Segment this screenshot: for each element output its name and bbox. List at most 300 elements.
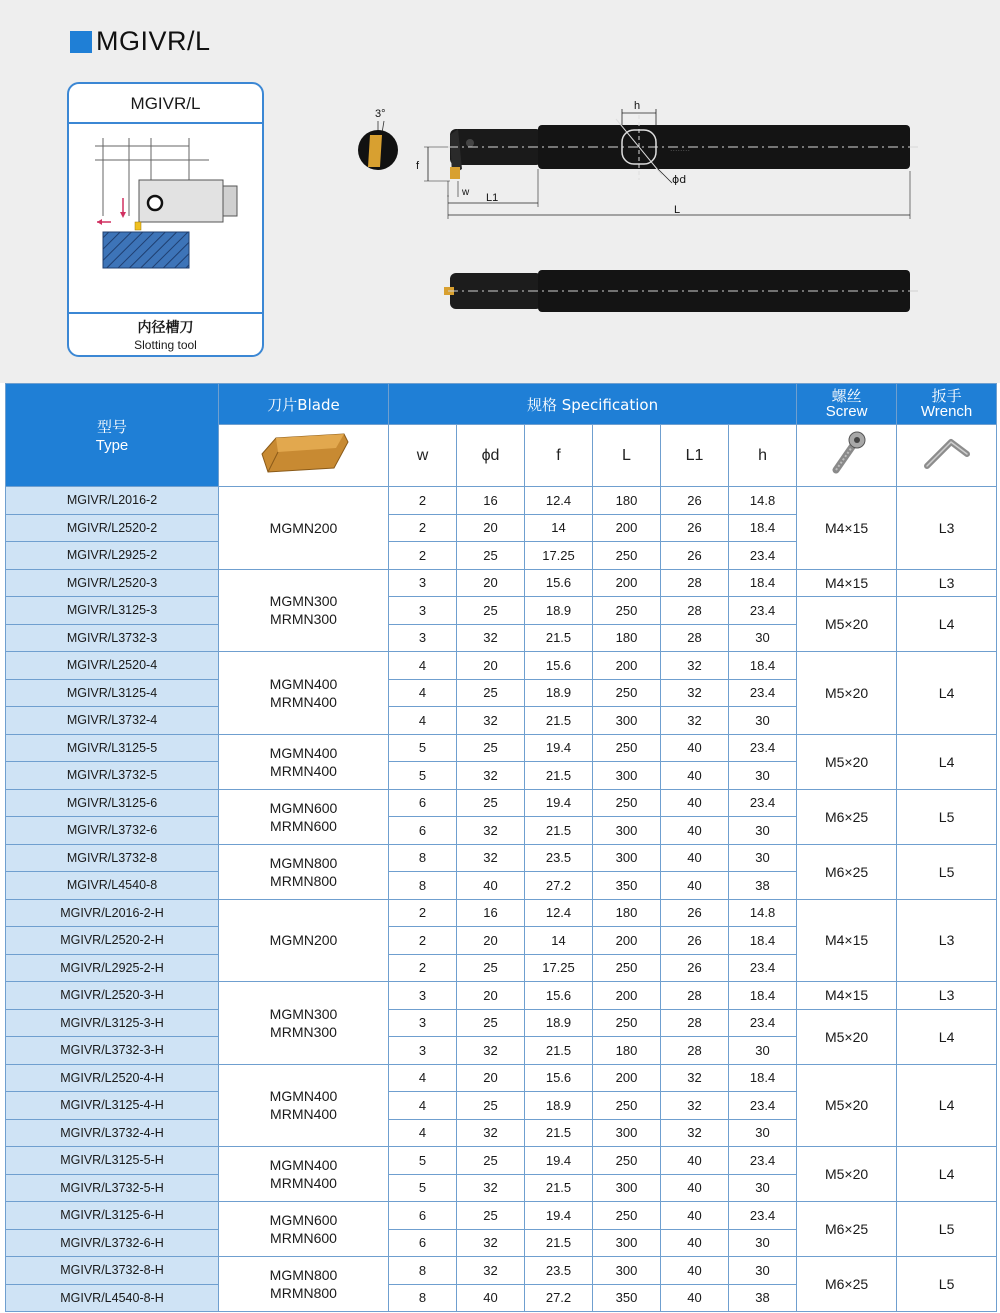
screw-cell: M5×20: [797, 597, 897, 652]
spec-cell-f: 21.5: [525, 624, 593, 652]
tool-type-card: [67, 82, 264, 357]
col-header-h: h: [729, 425, 797, 487]
type-cell: MGIVR/L3125-6-H: [6, 1202, 219, 1230]
table-row: [6, 789, 997, 817]
spec-cell-l1: 26: [661, 487, 729, 515]
spec-cell-w: 8: [389, 1257, 457, 1285]
spec-cell-d: 25: [457, 954, 525, 982]
spec-cell-l1: 28: [661, 624, 729, 652]
table-row: [6, 652, 997, 680]
screw-cell: M6×25: [797, 789, 897, 844]
spec-cell-d: 20: [457, 927, 525, 955]
spec-cell-l: 300: [593, 817, 661, 845]
spec-cell-l1: 28: [661, 982, 729, 1010]
spec-cell-f: 15.6: [525, 982, 593, 1010]
card-caption-en: Slotting tool: [134, 338, 197, 352]
card-caption: [69, 312, 262, 357]
wrench-cell: L5: [897, 844, 997, 899]
wrench-image-cell: [897, 425, 997, 487]
d-label: ϕd: [672, 173, 687, 186]
specification-table: [5, 383, 997, 1312]
spec-cell-w: 3: [389, 569, 457, 597]
spec-cell-f: 18.9: [525, 1092, 593, 1120]
blade-cell: [219, 487, 389, 570]
slotting-diagram-icon: [69, 124, 262, 312]
type-cell: MGIVR/L3732-5-H: [6, 1174, 219, 1202]
spec-cell-h: 30: [729, 817, 797, 845]
spec-cell-d: 16: [457, 487, 525, 515]
spec-cell-d: 16: [457, 899, 525, 927]
spec-cell-d: 32: [457, 1229, 525, 1257]
blade-header: 刀片Blade: [219, 384, 389, 425]
spec-cell-f: 27.2: [525, 872, 593, 900]
spec-cell-f: 18.9: [525, 597, 593, 625]
spec-cell-l: 300: [593, 1174, 661, 1202]
spec-cell-l: 200: [593, 652, 661, 680]
spec-cell-w: 5: [389, 1174, 457, 1202]
spec-cell-f: 17.25: [525, 954, 593, 982]
blade-insert-icon: [258, 428, 350, 478]
spec-cell-l: 250: [593, 679, 661, 707]
spec-cell-h: 23.4: [729, 954, 797, 982]
spec-cell-h: 30: [729, 1119, 797, 1147]
blade-cell: [219, 1257, 389, 1312]
spec-cell-l1: 26: [661, 514, 729, 542]
type-cell: MGIVR/L2520-2-H: [6, 927, 219, 955]
type-cell: MGIVR/L3732-3: [6, 624, 219, 652]
type-cell: MGIVR/L2925-2-H: [6, 954, 219, 982]
table-row: [6, 1009, 997, 1037]
spec-cell-l1: 40: [661, 789, 729, 817]
spec-cell-f: 21.5: [525, 762, 593, 790]
spec-cell-f: 21.5: [525, 1229, 593, 1257]
blade-cell: [219, 899, 389, 982]
spec-cell-w: 4: [389, 1092, 457, 1120]
type-cell: MGIVR/L4540-8-H: [6, 1284, 219, 1312]
spec-cell-l1: 32: [661, 707, 729, 735]
type-cell: MGIVR/L3732-3-H: [6, 1037, 219, 1065]
spec-cell-d: 32: [457, 1174, 525, 1202]
spec-cell-h: 30: [729, 762, 797, 790]
spec-cell-l1: 26: [661, 899, 729, 927]
spec-cell-d: 32: [457, 707, 525, 735]
spec-cell-h: 23.4: [729, 597, 797, 625]
spec-cell-l: 300: [593, 762, 661, 790]
spec-cell-w: 2: [389, 514, 457, 542]
type-cell: MGIVR/L3125-6: [6, 789, 219, 817]
spec-cell-f: 15.6: [525, 1064, 593, 1092]
spec-cell-l: 300: [593, 1119, 661, 1147]
spec-cell-w: 5: [389, 1147, 457, 1175]
spec-cell-f: 21.5: [525, 1119, 593, 1147]
spec-cell-h: 23.4: [729, 734, 797, 762]
col-header-L1: L1: [661, 425, 729, 487]
spec-cell-h: 23.4: [729, 1092, 797, 1120]
spec-cell-l: 250: [593, 597, 661, 625]
spec-cell-d: 25: [457, 542, 525, 570]
spec-cell-f: 12.4: [525, 487, 593, 515]
l-label: L: [674, 204, 681, 216]
h-label: h: [634, 100, 641, 112]
blade-model: MRMN400: [270, 1106, 337, 1123]
type-cell: MGIVR/L3125-3: [6, 597, 219, 625]
bar-insert: [450, 167, 460, 179]
blade-cell: [219, 982, 389, 1065]
spec-cell-d: 20: [457, 569, 525, 597]
spec-cell-f: 21.5: [525, 707, 593, 735]
screw-cell: M5×20: [797, 1009, 897, 1064]
spec-cell-d: 25: [457, 1092, 525, 1120]
spec-cell-d: 32: [457, 624, 525, 652]
spec-cell-d: 25: [457, 679, 525, 707]
spec-cell-l1: 28: [661, 597, 729, 625]
spec-cell-f: 19.4: [525, 734, 593, 762]
spec-cell-d: 25: [457, 1009, 525, 1037]
wrench-cell: L5: [897, 1257, 997, 1312]
spec-cell-d: 32: [457, 1119, 525, 1147]
spec-cell-l1: 28: [661, 1037, 729, 1065]
spec-cell-l: 200: [593, 1064, 661, 1092]
spec-cell-w: 8: [389, 1284, 457, 1312]
spec-cell-w: 4: [389, 1119, 457, 1147]
spec-cell-w: 3: [389, 597, 457, 625]
blade-cell: [219, 652, 389, 735]
spec-cell-h: 30: [729, 707, 797, 735]
screw-cell: M5×20: [797, 734, 897, 789]
blade-model: MRMN400: [270, 1175, 337, 1191]
spec-cell-f: 23.5: [525, 844, 593, 872]
wrench-cell: L5: [897, 1202, 997, 1257]
blade-model: MGMN600: [269, 1212, 338, 1228]
type-cell: MGIVR/L2016-2-H: [6, 899, 219, 927]
spec-cell-h: 18.4: [729, 927, 797, 955]
type-cell: MGIVR/L3125-5: [6, 734, 219, 762]
spec-cell-l1: 40: [661, 872, 729, 900]
blade-cell: [219, 789, 389, 844]
spec-cell-d: 32: [457, 1257, 525, 1285]
insert-blade-end: [368, 135, 382, 167]
type-header: [6, 384, 219, 487]
type-cell: MGIVR/L2520-2: [6, 514, 219, 542]
spec-cell-f: 15.6: [525, 652, 593, 680]
blade-cell: [219, 1064, 389, 1147]
spec-cell-f: 21.5: [525, 817, 593, 845]
spec-cell-w: 6: [389, 817, 457, 845]
spec-cell-w: 4: [389, 652, 457, 680]
type-cell: MGIVR/L2016-2: [6, 487, 219, 515]
type-cell: MGIVR/L3732-6-H: [6, 1229, 219, 1257]
wrench-cell: L3: [897, 487, 997, 570]
wrench-cell: L4: [897, 597, 997, 652]
blade-model: MRMN300: [270, 611, 337, 628]
table-row: [6, 487, 997, 515]
col-header-L: L: [593, 425, 661, 487]
spec-cell-d: 32: [457, 844, 525, 872]
type-cell: MGIVR/L3125-5-H: [6, 1147, 219, 1175]
spec-cell-h: 30: [729, 1257, 797, 1285]
blade-model: MGMN400: [269, 744, 338, 761]
spec-cell-w: 5: [389, 762, 457, 790]
spec-cell-h: 18.4: [729, 569, 797, 597]
spec-cell-h: 23.4: [729, 789, 797, 817]
spec-cell-h: 18.4: [729, 982, 797, 1010]
spec-cell-d: 20: [457, 982, 525, 1010]
type-cell: MGIVR/L3732-5: [6, 762, 219, 790]
spec-cell-f: 19.4: [525, 789, 593, 817]
spec-cell-f: 23.5: [525, 1257, 593, 1285]
table-row: [6, 899, 997, 927]
spec-cell-d: 32: [457, 817, 525, 845]
page-title: [70, 26, 211, 57]
spec-cell-w: 5: [389, 734, 457, 762]
spec-cell-l1: 26: [661, 542, 729, 570]
spec-cell-f: 14: [525, 927, 593, 955]
spec-cell-l1: 40: [661, 762, 729, 790]
spec-cell-l1: 40: [661, 734, 729, 762]
spec-cell-l1: 32: [661, 1092, 729, 1120]
spec-cell-w: 6: [389, 1202, 457, 1230]
blade-image-cell: [219, 425, 389, 487]
spec-cell-l1: 40: [661, 817, 729, 845]
spec-cell-l1: 26: [661, 927, 729, 955]
blade-cell: [219, 844, 389, 899]
table-header-row: [6, 384, 997, 425]
spec-cell-f: 15.6: [525, 569, 593, 597]
spec-cell-w: 3: [389, 1009, 457, 1037]
blade-model: MGMN300: [269, 593, 338, 610]
spec-cell-l1: 40: [661, 844, 729, 872]
wrench-header-en: Wrench: [920, 403, 973, 420]
spec-cell-w: 3: [389, 1037, 457, 1065]
svg-text:........: ........: [670, 143, 691, 153]
spec-cell-d: 25: [457, 789, 525, 817]
spec-cell-d: 20: [457, 652, 525, 680]
spec-cell-l: 250: [593, 1147, 661, 1175]
spec-cell-l1: 28: [661, 569, 729, 597]
type-cell: MGIVR/L3125-3-H: [6, 1009, 219, 1037]
spec-header: 规格 Specification: [389, 384, 797, 425]
spec-cell-h: 23.4: [729, 679, 797, 707]
table-row: [6, 1147, 997, 1175]
spec-cell-l: 200: [593, 982, 661, 1010]
screw-cell: M5×20: [797, 652, 897, 735]
screw-cell: M5×20: [797, 1147, 897, 1202]
wrench-cell: L5: [897, 789, 997, 844]
top-illustration-panel: [0, 0, 1000, 383]
table-row: [6, 734, 997, 762]
spec-cell-d: 20: [457, 1064, 525, 1092]
spec-cell-f: 21.5: [525, 1037, 593, 1065]
spec-cell-w: 4: [389, 707, 457, 735]
type-cell: MGIVR/L2520-4-H: [6, 1064, 219, 1092]
type-cell: MGIVR/L2925-2: [6, 542, 219, 570]
spec-cell-d: 32: [457, 762, 525, 790]
table-row: [6, 597, 997, 625]
blade-cell: [219, 734, 389, 789]
spec-cell-d: 32: [457, 1037, 525, 1065]
spec-cell-h: 38: [729, 872, 797, 900]
screw-cell: M6×25: [797, 1202, 897, 1257]
type-cell: MGIVR/L3732-8-H: [6, 1257, 219, 1285]
spec-cell-l: 250: [593, 1009, 661, 1037]
spec-cell-f: 14: [525, 514, 593, 542]
spec-cell-l1: 40: [661, 1147, 729, 1175]
table-body: [6, 487, 997, 1312]
spec-cell-l: 200: [593, 569, 661, 597]
blade-model: MRMN800: [270, 872, 337, 889]
table-row: [6, 1202, 997, 1230]
spec-cell-h: 30: [729, 1037, 797, 1065]
spec-cell-f: 12.4: [525, 899, 593, 927]
type-cell: MGIVR/L3732-8: [6, 844, 219, 872]
spec-cell-l: 180: [593, 624, 661, 652]
screw-header-cn: 螺丝: [831, 387, 862, 405]
spec-cell-f: 19.4: [525, 1202, 593, 1230]
col-header-w: w: [389, 425, 457, 487]
screw-cell: M4×15: [797, 982, 897, 1010]
type-header-en: Type: [95, 437, 129, 454]
wrench-header: [897, 384, 997, 425]
type-cell: MGIVR/L2520-3-H: [6, 982, 219, 1010]
spec-cell-l: 200: [593, 927, 661, 955]
wrench-cell: L4: [897, 1064, 997, 1147]
spec-cell-w: 2: [389, 542, 457, 570]
blade-model: MGMN400: [269, 1157, 338, 1173]
spec-cell-l1: 40: [661, 1202, 729, 1230]
spec-cell-l1: 32: [661, 652, 729, 680]
wrench-cell: L4: [897, 1147, 997, 1202]
blade-model: MGMN200: [269, 932, 338, 949]
screw-cell: M4×15: [797, 899, 897, 982]
spec-cell-h: 18.4: [729, 652, 797, 680]
screw-cell: M4×15: [797, 487, 897, 570]
spec-cell-d: 25: [457, 1202, 525, 1230]
blade-model: MGMN300: [269, 1005, 338, 1022]
spec-cell-w: 8: [389, 844, 457, 872]
spec-cell-h: 14.8: [729, 899, 797, 927]
spec-cell-l: 180: [593, 487, 661, 515]
spec-cell-h: 30: [729, 844, 797, 872]
spec-cell-h: 30: [729, 1229, 797, 1257]
spec-cell-w: 2: [389, 899, 457, 927]
blade-model: MGMN400: [269, 1088, 338, 1105]
w-label: w: [462, 187, 470, 198]
wrench-cell: L3: [897, 982, 997, 1010]
blade-cell: [219, 1147, 389, 1202]
blade-model: MGMN200: [269, 519, 338, 536]
spec-cell-h: 38: [729, 1284, 797, 1312]
spec-cell-l: 300: [593, 707, 661, 735]
spec-cell-l1: 40: [661, 1229, 729, 1257]
spec-cell-f: 21.5: [525, 1174, 593, 1202]
spec-cell-l: 250: [593, 542, 661, 570]
spec-cell-w: 4: [389, 679, 457, 707]
spec-cell-w: 3: [389, 624, 457, 652]
spec-cell-h: 23.4: [729, 542, 797, 570]
spec-cell-l: 300: [593, 1257, 661, 1285]
type-header-cn: 型号: [96, 418, 127, 436]
spec-cell-l: 300: [593, 1229, 661, 1257]
spec-cell-h: 18.4: [729, 1064, 797, 1092]
spec-cell-d: 25: [457, 597, 525, 625]
type-cell: MGIVR/L3125-4-H: [6, 1092, 219, 1120]
spec-cell-d: 20: [457, 514, 525, 542]
spec-cell-l1: 40: [661, 1284, 729, 1312]
screw-cell: M6×25: [797, 844, 897, 899]
blade-model: MRMN800: [270, 1285, 337, 1301]
screw-cell: M5×20: [797, 1064, 897, 1147]
spec-cell-w: 6: [389, 789, 457, 817]
spec-cell-f: 18.9: [525, 679, 593, 707]
blade-model: MRMN600: [270, 817, 337, 834]
spec-cell-l: 250: [593, 954, 661, 982]
card-title: MGIVR/L: [69, 84, 262, 124]
spec-cell-f: 17.25: [525, 542, 593, 570]
spec-cell-w: 4: [389, 1064, 457, 1092]
spec-cell-w: 6: [389, 1229, 457, 1257]
col-header-f: f: [525, 425, 593, 487]
spec-cell-w: 2: [389, 927, 457, 955]
spec-cell-d: 25: [457, 1147, 525, 1175]
card-caption-cn: 内径槽刀: [137, 320, 194, 336]
spec-cell-l: 180: [593, 899, 661, 927]
spec-cell-w: 2: [389, 487, 457, 515]
spec-cell-h: 23.4: [729, 1202, 797, 1230]
spec-cell-d: 25: [457, 734, 525, 762]
spec-cell-w: 3: [389, 982, 457, 1010]
spec-cell-l: 250: [593, 1092, 661, 1120]
spec-cell-h: 14.8: [729, 487, 797, 515]
spec-cell-l: 180: [593, 1037, 661, 1065]
type-cell: MGIVR/L3732-4: [6, 707, 219, 735]
spec-cell-f: 27.2: [525, 1284, 593, 1312]
blade-model: MGMN400: [269, 675, 338, 692]
screw-cell: M4×15: [797, 569, 897, 597]
screw-header: [797, 384, 897, 425]
blade-cell: [219, 1202, 389, 1257]
wrench-cell: L4: [897, 1009, 997, 1064]
spec-cell-l: 250: [593, 789, 661, 817]
spec-cell-l1: 32: [661, 679, 729, 707]
page-title-text: MGIVR/L: [96, 26, 211, 56]
blade-model: MGMN800: [269, 1267, 338, 1283]
spec-cell-l1: 40: [661, 1174, 729, 1202]
spec-cell-l1: 26: [661, 954, 729, 982]
title-bullet-square-icon: [70, 31, 92, 53]
table-row: [6, 982, 997, 1010]
spec-cell-f: 19.4: [525, 1147, 593, 1175]
wrench-cell: L4: [897, 652, 997, 735]
spec-cell-h: 30: [729, 1174, 797, 1202]
spec-cell-l1: 28: [661, 1009, 729, 1037]
spec-cell-h: 23.4: [729, 1147, 797, 1175]
blade-model: MRMN400: [270, 762, 337, 779]
type-cell: MGIVR/L3732-6: [6, 817, 219, 845]
spec-cell-l1: 32: [661, 1119, 729, 1147]
wrench-header-cn: 扳手: [931, 387, 962, 405]
boring-bar-drawing: [340, 95, 980, 335]
type-cell: MGIVR/L3125-4: [6, 679, 219, 707]
col-header-d: ϕd: [457, 425, 525, 487]
type-cell: MGIVR/L2520-3: [6, 569, 219, 597]
wrench-cell: L3: [897, 569, 997, 597]
blade-model: MGMN800: [269, 854, 338, 871]
spec-cell-l: 250: [593, 734, 661, 762]
blade-model: MGMN600: [269, 799, 338, 816]
f-label: f: [416, 160, 420, 172]
spec-cell-d: 40: [457, 872, 525, 900]
screw-image-cell: [797, 425, 897, 487]
